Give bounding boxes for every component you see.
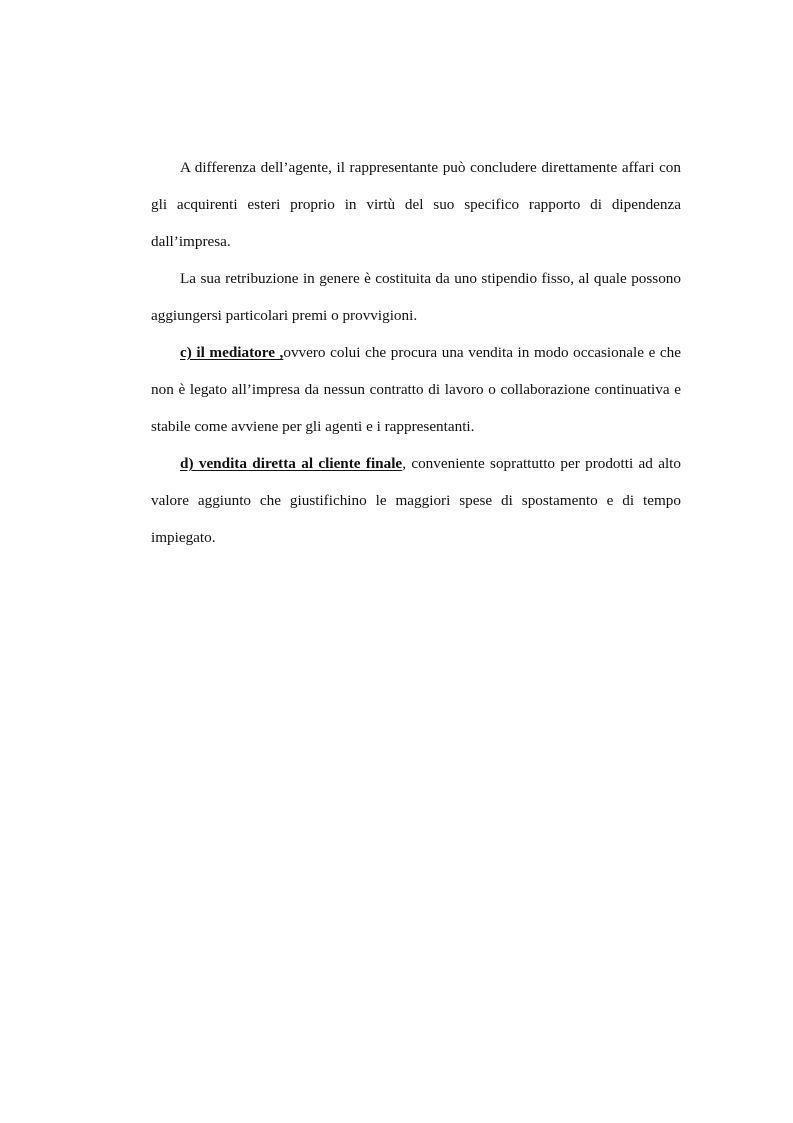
body-text: [151, 149, 681, 556]
paragraph-retribuzione: [151, 260, 681, 334]
paragraph-vendita-diretta: [151, 445, 681, 556]
paragraph-text: , conveniente soprattutto per prodotti ad alto valore aggiunto che giustifichino le maggiori spese di spostamento e di tempo impiegato.: [151, 455, 681, 546]
paragraph-mediatore: [151, 334, 681, 445]
section-label-mediatore: c) il mediatore ,: [180, 344, 284, 361]
paragraph-text: A differenza dell’agente, il rappresentante può concludere direttamente affari con gli acquirenti esteri proprio in virtù del suo specifico rapporto di dipendenza dall’impresa.: [151, 159, 681, 250]
paragraph-text: La sua retribuzione in genere è costituita da uno stipendio fisso, al quale possono aggiungersi particolari premi o provvigioni.: [151, 270, 681, 324]
paragraph-rappresentante: [151, 149, 681, 260]
section-label-vendita-diretta: d) vendita diretta al cliente finale: [180, 455, 403, 472]
paragraph-text: ovvero colui che procura una vendita in modo occasionale e che non è legato all’impresa da nessun contratto di lavoro o collaborazione continuativa e stabile come avviene per gli agenti e i rappresentanti.: [151, 344, 682, 435]
